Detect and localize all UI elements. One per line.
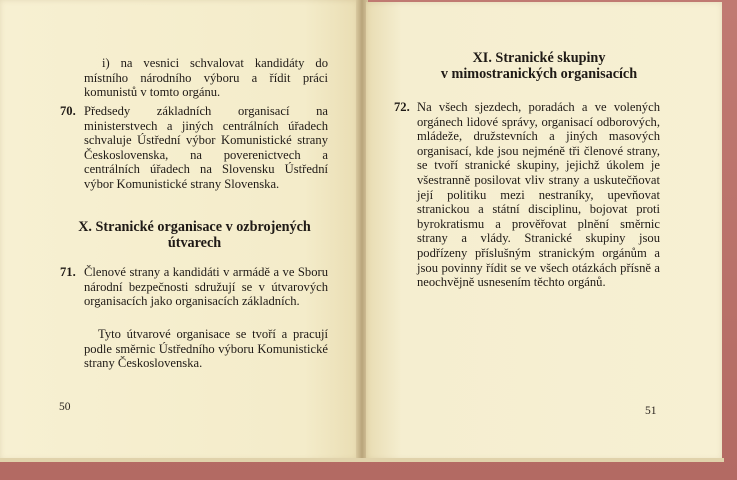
page-edge — [0, 458, 724, 462]
paragraph-72-number: 72. — [394, 100, 410, 114]
section-x-heading: X. Stranické organisace v ozbrojených útvarech — [78, 219, 311, 251]
page-number-left: 50 — [59, 401, 71, 413]
paragraph-72-text: Na všech sjezdech, poradách a ve volených orgánech lidové správy, organisací odborových, mládeže, družstevních a jiných masových organisací, kde jsou nejméně tři členové strany, se tvoří stranické skupiny, jejichž úkolem je všestranně posilovat vliv strany a uskutečňovat její politiku mezi nestraníky, upevňovat stranickou a státní disciplinu, bojovat proti byrokratismu a prověřovat plnění směrnic strany a vlády. Stranické skupiny jsou podřízeny příslušným stranickým orgánům a jsou povinny řídit se ve všech otázkách přísně a neochvějně usnesením těchto orgánů. — [417, 100, 660, 290]
intro-item-text: i) na vesnici schvalovat kandidáty do místního národního výboru a řídit práci komunistů v tomto orgánu. — [84, 56, 328, 100]
paragraph-70-number: 70. — [60, 104, 76, 118]
page-number-right: 51 — [645, 405, 657, 417]
section-xi-heading-line2: v mimostranických organisacích — [440, 66, 638, 82]
section-xi-heading-line1: XI. Stranické skupiny — [472, 50, 606, 66]
paragraph-71-number: 71. — [60, 265, 76, 279]
paragraph-71-text-continued: Tyto útvarové organisace se tvoří a pracují podle směrnic Ústředního výboru Komunistické strany Československa. — [84, 327, 328, 371]
paragraph-70-text: Předsedy základních organisací na ministerstvech a jiných centrálních úřadech schvaluje Ústřední výbor Komunistické strany Československa, na poverenictvech a centrálních úřadech na Slovensku Ústřední výbor Komunistické strany Slovenska. — [84, 104, 328, 191]
paragraph-71-text: Členové strany a kandidáti v armádě a ve Sboru národní bezpečnosti sdružují se v útvarových organisacích jako organisacích základních. — [84, 265, 328, 309]
